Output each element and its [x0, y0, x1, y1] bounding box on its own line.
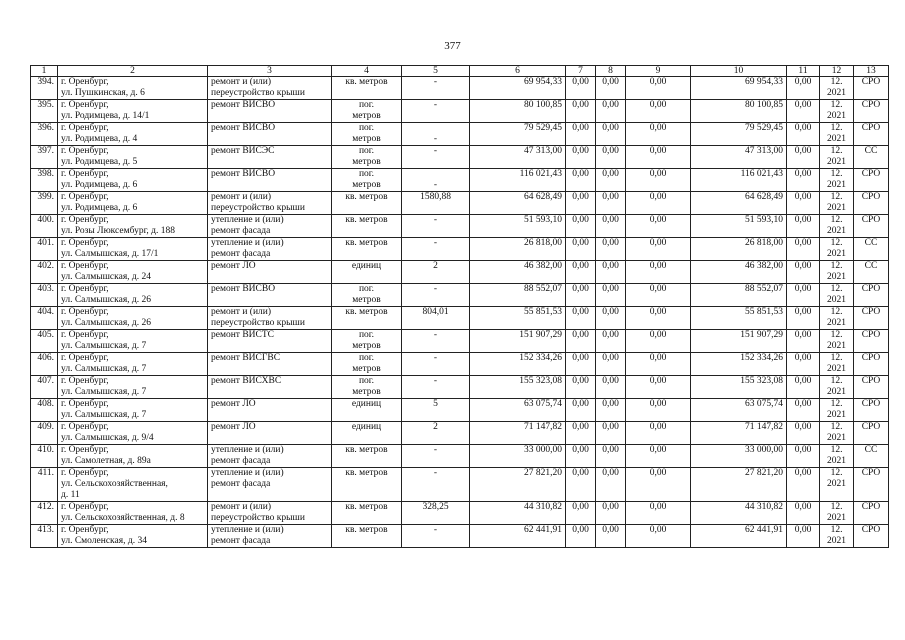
amount-cell-9: 0,00 [626, 422, 691, 445]
address-cell: г. Оренбург, ул. Сельскохозяйственная, д. 8 [58, 502, 208, 525]
row-number-cell: 406. [31, 353, 58, 376]
work-type-cell: утепление и (или) ремонт фасада [208, 238, 332, 261]
address-cell: г. Оренбург, ул. Родимцева, д. 6 [58, 192, 208, 215]
total-cost-cell: 26 818,00 [470, 238, 566, 261]
total-cost-cell: 44 310,82 [470, 502, 566, 525]
amount-cell-10: 62 441,91 [691, 525, 787, 548]
address-cell: г. Оренбург, ул. Салмышская, д. 7 [58, 399, 208, 422]
amount-cell-11: 0,00 [787, 215, 820, 238]
address-cell: г. Оренбург, ул. Сельскохозяйственная, д. 11 [58, 468, 208, 502]
completion-date-cell: 12. 2021 [820, 284, 854, 307]
table-row [31, 307, 889, 330]
row-number-cell: 405. [31, 330, 58, 353]
method-cell: СРО [854, 376, 889, 399]
amount-cell-9: 0,00 [626, 77, 691, 100]
amount-cell-9: 0,00 [626, 445, 691, 468]
method-cell: СРО [854, 100, 889, 123]
capital-repair-table [30, 65, 889, 548]
work-type-cell: ремонт и (или) переустройство крыши [208, 502, 332, 525]
table-row [31, 146, 889, 169]
amount-cell-10: 88 552,07 [691, 284, 787, 307]
amount-cell-9: 0,00 [626, 261, 691, 284]
amount-cell-9: 0,00 [626, 284, 691, 307]
amount-cell-9: 0,00 [626, 468, 691, 502]
address-cell: г. Оренбург, ул. Салмышская, д. 17/1 [58, 238, 208, 261]
table-body [31, 77, 889, 548]
amount-cell-10: 151 907,29 [691, 330, 787, 353]
column-header: 4 [332, 66, 402, 77]
amount-cell-8: 0,00 [596, 445, 626, 468]
total-cost-cell: 47 313,00 [470, 146, 566, 169]
completion-date-cell: 12. 2021 [820, 353, 854, 376]
volume-cell: 1580,88 [402, 192, 470, 215]
unit-cell: пог. метров [332, 100, 402, 123]
total-cost-cell: 33 000,00 [470, 445, 566, 468]
amount-cell-7: 0,00 [566, 261, 596, 284]
amount-cell-10: 71 147,82 [691, 422, 787, 445]
work-type-cell: ремонт ВИСЭС [208, 146, 332, 169]
row-number-cell: 413. [31, 525, 58, 548]
amount-cell-11: 0,00 [787, 238, 820, 261]
completion-date-cell: 12. 2021 [820, 261, 854, 284]
amount-cell-7: 0,00 [566, 525, 596, 548]
column-header: 10 [691, 66, 787, 77]
volume-cell: - [402, 169, 470, 192]
total-cost-cell: 152 334,26 [470, 353, 566, 376]
completion-date-cell: 12. 2021 [820, 468, 854, 502]
amount-cell-7: 0,00 [566, 215, 596, 238]
table-row [31, 468, 889, 502]
column-header: 2 [58, 66, 208, 77]
unit-cell: кв. метров [332, 192, 402, 215]
address-cell: г. Оренбург, ул. Родимцева, д. 6 [58, 169, 208, 192]
completion-date-cell: 12. 2021 [820, 123, 854, 146]
method-cell: СРО [854, 422, 889, 445]
completion-date-cell: 12. 2021 [820, 445, 854, 468]
unit-cell: кв. метров [332, 445, 402, 468]
work-type-cell: ремонт и (или) переустройство крыши [208, 192, 332, 215]
unit-cell: кв. метров [332, 468, 402, 502]
total-cost-cell: 71 147,82 [470, 422, 566, 445]
work-type-cell: ремонт ВИСВО [208, 169, 332, 192]
unit-cell: единиц [332, 422, 402, 445]
unit-cell: кв. метров [332, 525, 402, 548]
table-row [31, 261, 889, 284]
amount-cell-10: 51 593,10 [691, 215, 787, 238]
amount-cell-10: 26 818,00 [691, 238, 787, 261]
total-cost-cell: 63 075,74 [470, 399, 566, 422]
method-cell: СС [854, 445, 889, 468]
amount-cell-9: 0,00 [626, 238, 691, 261]
column-header: 8 [596, 66, 626, 77]
work-type-cell: ремонт ЛО [208, 422, 332, 445]
amount-cell-8: 0,00 [596, 468, 626, 502]
work-type-cell: утепление и (или) ремонт фасада [208, 525, 332, 548]
amount-cell-11: 0,00 [787, 353, 820, 376]
total-cost-cell: 46 382,00 [470, 261, 566, 284]
work-type-cell: ремонт ВИСТС [208, 330, 332, 353]
method-cell: СРО [854, 169, 889, 192]
method-cell: СС [854, 238, 889, 261]
volume-cell: 804,01 [402, 307, 470, 330]
volume-cell: - [402, 376, 470, 399]
volume-cell: - [402, 468, 470, 502]
completion-date-cell: 12. 2021 [820, 399, 854, 422]
method-cell: СРО [854, 77, 889, 100]
method-cell: СРО [854, 502, 889, 525]
column-header: 7 [566, 66, 596, 77]
work-type-cell: ремонт и (или) переустройство крыши [208, 307, 332, 330]
table-row [31, 376, 889, 399]
amount-cell-10: 152 334,26 [691, 353, 787, 376]
volume-cell: - [402, 215, 470, 238]
table-row [31, 525, 889, 548]
total-cost-cell: 151 907,29 [470, 330, 566, 353]
row-number-cell: 398. [31, 169, 58, 192]
completion-date-cell: 12. 2021 [820, 215, 854, 238]
amount-cell-9: 0,00 [626, 100, 691, 123]
amount-cell-9: 0,00 [626, 169, 691, 192]
amount-cell-11: 0,00 [787, 77, 820, 100]
row-number-cell: 400. [31, 215, 58, 238]
amount-cell-7: 0,00 [566, 399, 596, 422]
completion-date-cell: 12. 2021 [820, 330, 854, 353]
amount-cell-8: 0,00 [596, 422, 626, 445]
table-row [31, 238, 889, 261]
amount-cell-8: 0,00 [596, 376, 626, 399]
volume-cell: 2 [402, 422, 470, 445]
amount-cell-10: 63 075,74 [691, 399, 787, 422]
amount-cell-10: 155 323,08 [691, 376, 787, 399]
amount-cell-7: 0,00 [566, 307, 596, 330]
amount-cell-9: 0,00 [626, 146, 691, 169]
address-cell: г. Оренбург, ул. Салмышская, д. 7 [58, 330, 208, 353]
amount-cell-11: 0,00 [787, 502, 820, 525]
total-cost-cell: 51 593,10 [470, 215, 566, 238]
unit-cell: пог. метров [332, 123, 402, 146]
volume-cell: - [402, 77, 470, 100]
amount-cell-7: 0,00 [566, 100, 596, 123]
row-number-cell: 412. [31, 502, 58, 525]
total-cost-cell: 155 323,08 [470, 376, 566, 399]
amount-cell-11: 0,00 [787, 284, 820, 307]
total-cost-cell: 88 552,07 [470, 284, 566, 307]
address-cell: г. Оренбург, ул. Самолетная, д. 89а [58, 445, 208, 468]
amount-cell-8: 0,00 [596, 502, 626, 525]
completion-date-cell: 12. 2021 [820, 376, 854, 399]
work-type-cell: ремонт ВИСВО [208, 100, 332, 123]
amount-cell-11: 0,00 [787, 525, 820, 548]
row-number-cell: 396. [31, 123, 58, 146]
row-number-cell: 404. [31, 307, 58, 330]
amount-cell-7: 0,00 [566, 468, 596, 502]
amount-cell-7: 0,00 [566, 284, 596, 307]
table-row [31, 192, 889, 215]
row-number-cell: 407. [31, 376, 58, 399]
unit-cell: кв. метров [332, 502, 402, 525]
unit-cell: пог. метров [332, 284, 402, 307]
completion-date-cell: 12. 2021 [820, 77, 854, 100]
amount-cell-7: 0,00 [566, 238, 596, 261]
table-row [31, 215, 889, 238]
volume-cell: - [402, 525, 470, 548]
work-type-cell: ремонт ЛО [208, 399, 332, 422]
amount-cell-8: 0,00 [596, 215, 626, 238]
work-type-cell: ремонт ВИСВО [208, 284, 332, 307]
amount-cell-8: 0,00 [596, 399, 626, 422]
completion-date-cell: 12. 2021 [820, 100, 854, 123]
address-cell: г. Оренбург, ул. Салмышская, д. 24 [58, 261, 208, 284]
completion-date-cell: 12. 2021 [820, 502, 854, 525]
amount-cell-10: 116 021,43 [691, 169, 787, 192]
row-number-cell: 409. [31, 422, 58, 445]
amount-cell-9: 0,00 [626, 123, 691, 146]
row-number-cell: 395. [31, 100, 58, 123]
total-cost-cell: 80 100,85 [470, 100, 566, 123]
work-type-cell: ремонт ЛО [208, 261, 332, 284]
unit-cell: кв. метров [332, 215, 402, 238]
method-cell: СС [854, 146, 889, 169]
work-type-cell: утепление и (или) ремонт фасада [208, 215, 332, 238]
amount-cell-10: 46 382,00 [691, 261, 787, 284]
amount-cell-8: 0,00 [596, 284, 626, 307]
address-cell: г. Оренбург, ул. Салмышская, д. 7 [58, 376, 208, 399]
completion-date-cell: 12. 2021 [820, 238, 854, 261]
amount-cell-7: 0,00 [566, 376, 596, 399]
volume-cell: - [402, 123, 470, 146]
method-cell: СРО [854, 123, 889, 146]
amount-cell-11: 0,00 [787, 261, 820, 284]
row-number-cell: 397. [31, 146, 58, 169]
completion-date-cell: 12. 2021 [820, 307, 854, 330]
work-type-cell: ремонт ВИСВО [208, 123, 332, 146]
address-cell: г. Оренбург, ул. Пушкинская, д. 6 [58, 77, 208, 100]
amount-cell-11: 0,00 [787, 399, 820, 422]
amount-cell-7: 0,00 [566, 146, 596, 169]
amount-cell-7: 0,00 [566, 330, 596, 353]
table-row [31, 353, 889, 376]
total-cost-cell: 62 441,91 [470, 525, 566, 548]
amount-cell-9: 0,00 [626, 330, 691, 353]
unit-cell: кв. метров [332, 238, 402, 261]
amount-cell-9: 0,00 [626, 376, 691, 399]
volume-cell: - [402, 146, 470, 169]
table-row [31, 445, 889, 468]
unit-cell: кв. метров [332, 307, 402, 330]
total-cost-cell: 64 628,49 [470, 192, 566, 215]
volume-cell: 5 [402, 399, 470, 422]
method-cell: СРО [854, 525, 889, 548]
volume-cell: - [402, 330, 470, 353]
column-header: 13 [854, 66, 889, 77]
address-cell: г. Оренбург, ул. Родимцева, д. 4 [58, 123, 208, 146]
amount-cell-8: 0,00 [596, 192, 626, 215]
amount-cell-8: 0,00 [596, 261, 626, 284]
row-number-cell: 401. [31, 238, 58, 261]
row-number-cell: 403. [31, 284, 58, 307]
row-number-cell: 410. [31, 445, 58, 468]
amount-cell-11: 0,00 [787, 169, 820, 192]
volume-cell: - [402, 238, 470, 261]
amount-cell-10: 33 000,00 [691, 445, 787, 468]
amount-cell-8: 0,00 [596, 100, 626, 123]
volume-cell: 328,25 [402, 502, 470, 525]
completion-date-cell: 12. 2021 [820, 192, 854, 215]
method-cell: СРО [854, 192, 889, 215]
amount-cell-8: 0,00 [596, 169, 626, 192]
total-cost-cell: 116 021,43 [470, 169, 566, 192]
amount-cell-7: 0,00 [566, 123, 596, 146]
amount-cell-9: 0,00 [626, 307, 691, 330]
amount-cell-9: 0,00 [626, 502, 691, 525]
amount-cell-11: 0,00 [787, 468, 820, 502]
table-row [31, 422, 889, 445]
row-number-cell: 408. [31, 399, 58, 422]
amount-cell-9: 0,00 [626, 353, 691, 376]
work-type-cell: утепление и (или) ремонт фасада [208, 468, 332, 502]
unit-cell: пог. метров [332, 330, 402, 353]
method-cell: СС [854, 261, 889, 284]
amount-cell-8: 0,00 [596, 146, 626, 169]
amount-cell-10: 69 954,33 [691, 77, 787, 100]
table-row [31, 77, 889, 100]
amount-cell-10: 44 310,82 [691, 502, 787, 525]
amount-cell-7: 0,00 [566, 77, 596, 100]
method-cell: СРО [854, 399, 889, 422]
work-type-cell: ремонт ВИСХВС [208, 376, 332, 399]
amount-cell-11: 0,00 [787, 146, 820, 169]
amount-cell-10: 80 100,85 [691, 100, 787, 123]
amount-cell-9: 0,00 [626, 215, 691, 238]
table-row [31, 100, 889, 123]
completion-date-cell: 12. 2021 [820, 422, 854, 445]
amount-cell-7: 0,00 [566, 353, 596, 376]
row-number-cell: 399. [31, 192, 58, 215]
amount-cell-10: 64 628,49 [691, 192, 787, 215]
unit-cell: пог. метров [332, 376, 402, 399]
unit-cell: пог. метров [332, 169, 402, 192]
method-cell: СРО [854, 215, 889, 238]
amount-cell-8: 0,00 [596, 307, 626, 330]
amount-cell-7: 0,00 [566, 192, 596, 215]
address-cell: г. Оренбург, ул. Салмышская, д. 26 [58, 284, 208, 307]
column-number-row [31, 66, 889, 77]
method-cell: СРО [854, 307, 889, 330]
column-header: 11 [787, 66, 820, 77]
amount-cell-10: 79 529,45 [691, 123, 787, 146]
method-cell: СРО [854, 284, 889, 307]
amount-cell-11: 0,00 [787, 330, 820, 353]
amount-cell-11: 0,00 [787, 192, 820, 215]
column-header: 1 [31, 66, 58, 77]
method-cell: СРО [854, 353, 889, 376]
table-row [31, 330, 889, 353]
table-row [31, 502, 889, 525]
amount-cell-11: 0,00 [787, 100, 820, 123]
method-cell: СРО [854, 468, 889, 502]
table-row [31, 399, 889, 422]
unit-cell: кв. метров [332, 77, 402, 100]
amount-cell-8: 0,00 [596, 238, 626, 261]
address-cell: г. Оренбург, ул. Салмышская, д. 9/4 [58, 422, 208, 445]
unit-cell: единиц [332, 399, 402, 422]
column-header: 5 [402, 66, 470, 77]
unit-cell: пог. метров [332, 146, 402, 169]
volume-cell: - [402, 445, 470, 468]
amount-cell-11: 0,00 [787, 422, 820, 445]
completion-date-cell: 12. 2021 [820, 146, 854, 169]
amount-cell-9: 0,00 [626, 399, 691, 422]
amount-cell-8: 0,00 [596, 123, 626, 146]
volume-cell: - [402, 353, 470, 376]
volume-cell: - [402, 100, 470, 123]
amount-cell-10: 47 313,00 [691, 146, 787, 169]
work-type-cell: ремонт и (или) переустройство крыши [208, 77, 332, 100]
amount-cell-11: 0,00 [787, 445, 820, 468]
work-type-cell: ремонт ВИСГВС [208, 353, 332, 376]
row-number-cell: 394. [31, 77, 58, 100]
table-row [31, 123, 889, 146]
amount-cell-10: 55 851,53 [691, 307, 787, 330]
total-cost-cell: 55 851,53 [470, 307, 566, 330]
work-type-cell: утепление и (или) ремонт фасада [208, 445, 332, 468]
address-cell: г. Оренбург, ул. Салмышская, д. 7 [58, 353, 208, 376]
amount-cell-11: 0,00 [787, 307, 820, 330]
unit-cell: пог. метров [332, 353, 402, 376]
completion-date-cell: 12. 2021 [820, 525, 854, 548]
row-number-cell: 411. [31, 468, 58, 502]
amount-cell-9: 0,00 [626, 192, 691, 215]
total-cost-cell: 79 529,45 [470, 123, 566, 146]
column-header: 3 [208, 66, 332, 77]
amount-cell-11: 0,00 [787, 376, 820, 399]
table-row [31, 169, 889, 192]
amount-cell-10: 27 821,20 [691, 468, 787, 502]
address-cell: г. Оренбург, ул. Родимцева, д. 5 [58, 146, 208, 169]
address-cell: г. Оренбург, ул. Родимцева, д. 14/1 [58, 100, 208, 123]
completion-date-cell: 12. 2021 [820, 169, 854, 192]
table-row [31, 284, 889, 307]
column-header: 6 [470, 66, 566, 77]
amount-cell-8: 0,00 [596, 77, 626, 100]
amount-cell-8: 0,00 [596, 525, 626, 548]
address-cell: г. Оренбург, ул. Смоленская, д. 34 [58, 525, 208, 548]
volume-cell: 2 [402, 261, 470, 284]
column-header: 12 [820, 66, 854, 77]
address-cell: г. Оренбург, ул. Салмышская, д. 26 [58, 307, 208, 330]
amount-cell-7: 0,00 [566, 422, 596, 445]
total-cost-cell: 69 954,33 [470, 77, 566, 100]
volume-cell: - [402, 284, 470, 307]
amount-cell-7: 0,00 [566, 169, 596, 192]
unit-cell: единиц [332, 261, 402, 284]
row-number-cell: 402. [31, 261, 58, 284]
method-cell: СРО [854, 330, 889, 353]
amount-cell-7: 0,00 [566, 502, 596, 525]
address-cell: г. Оренбург, ул. Розы Люксембург, д. 188 [58, 215, 208, 238]
amount-cell-8: 0,00 [596, 353, 626, 376]
amount-cell-11: 0,00 [787, 123, 820, 146]
page-number: 377 [444, 40, 461, 52]
total-cost-cell: 27 821,20 [470, 468, 566, 502]
amount-cell-7: 0,00 [566, 445, 596, 468]
amount-cell-9: 0,00 [626, 525, 691, 548]
amount-cell-8: 0,00 [596, 330, 626, 353]
column-header: 9 [626, 66, 691, 77]
